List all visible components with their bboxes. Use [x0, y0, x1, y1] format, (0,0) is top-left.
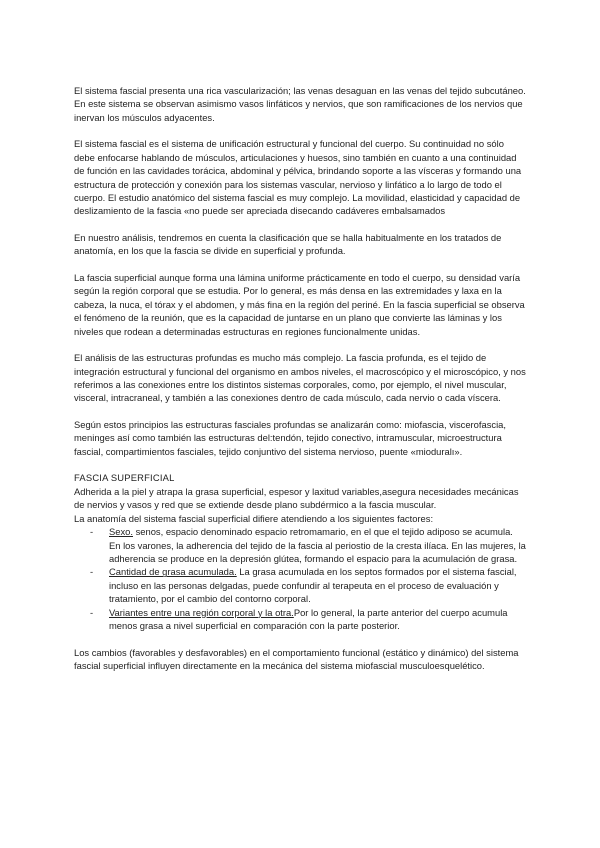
list-item: [74, 606, 526, 633]
list-dash: -: [90, 526, 94, 538]
factor-term: Sexo.: [109, 526, 133, 538]
list-item: [74, 565, 526, 605]
document-page: [74, 84, 526, 686]
list-dash: -: [90, 566, 94, 578]
section-heading: FASCIA SUPERFICIAL: [74, 472, 175, 484]
section-factors-intro: La anatomía del sistema fascial superficial difiere atendiendo a los siguientes factores:: [74, 512, 434, 524]
factor-text: Por lo general, la parte anterior del cuerpo acumula menos grasa a nivel superficial en comparación con la parte posterior.: [109, 606, 508, 631]
list-dash: -: [90, 606, 94, 618]
factor-text: senos, espacio denominado espacio retromamario, en el que el tejido adiposo se acumula. En los varones, la adherencia del tejido de la fascia al periostio de la cresta ilíaca. En las mujeres, la adherencia se produce en la depresión glútea, formando el espacio para la acumulación de grasa.: [109, 526, 526, 564]
paragraph-closing: Los cambios (favorables y desfavorables) en el comportamiento funcional (estático y dinámico) del sistema fascial superficial influyen directamente en la mecánica del sistema miofascial musculoesquelético.: [74, 646, 519, 671]
section-intro: Adherida a la piel y atrapa la grasa superficial, espesor y laxitud variables,asegura necesidades mecánicas de nervios y vasos y red que se extiende desde plano subdérmico a la fascia muscular.: [74, 485, 519, 511]
list-item: [74, 525, 526, 565]
factors-list: [74, 525, 526, 632]
factor-term: Variantes entre una región corporal y la otra.: [109, 606, 294, 618]
paragraph-classification: En nuestro análisis, tendremos en cuenta la clasificación que se halla habitualmente en los tratados de anatomía, en los que la fascia se divide en superficial y profunda.: [74, 232, 502, 257]
paragraph-superficial-fascia: La fascia superficial aunque forma una lámina uniforme prácticamente en todo el cuerpo, su densidad varía según la región corporal que se estudia. Por lo general, es más densa en las extremidades y laxa en la cabeza, la nuca, el tórax y el abdomen, y más fina en la región del periné. En la fascia superficial se observa el fenómeno de la reunión, que es la capacidad de juntarse en un plano que convierte las láminas y los niveles que rodean a determinadas estructuras en regiones funcionalmente unidas.: [74, 272, 525, 337]
paragraph-deep-structures: El análisis de las estructuras profundas es mucho más complejo. La fascia profunda, es el tejido de integración estructural y funcional del organismo en ambos niveles, el macroscópico y el microscópico, y nos referimos a las conexiones entre los distintos sistemas corporales, como, por ejemplo, el nivel muscular, visceral, intracraneal, y también a las conexiones dentro de cada músculo, cada nervio o cada víscera.: [74, 352, 526, 404]
paragraph-principles: Según estos principios las estructuras fasciales profundas se analizarán como: miofascia, viscerofascia, meninges así como también las estructuras del:tendón, tejido conectivo, intramuscular, microestructura fascial, compartimientos fasciales, tejido conjuntivo del sistema nervioso, puente «mioduralı».: [74, 419, 506, 457]
factor-text: La grasa acumulada en los septos formados por el sistema fascial, incluso en las personas delgadas, puede confundir al terapeuta en el proceso de evaluación y tratamiento, por el cambio del contorno corporal.: [109, 566, 517, 605]
paragraph-vascularization: El sistema fascial presenta una rica vascularización; las venas desaguan en las venas del tejido subcutáneo. En este sistema se observan asimismo vasos linfáticos y nervios, que son ramificaciones de los nervios que inervan los músculos adyacentes.: [74, 85, 526, 123]
factor-term: Cantidad de grasa acumulada.: [109, 566, 237, 578]
paragraph-unification: El sistema fascial es el sistema de unificación estructural y funcional del cuerpo. Su continuidad no sólo debe enfocarse hablando de músculos, articulaciones y huesos, sino también en cuanto a una continuidad de función en las cavidades torácica, abdominal y pélvica, brindando soporte a las vísceras y formando una estructura de protección y conexión para los sistemas vascular, nervioso y linfático a lo largo de todo el cuerpo. El estudio anatómico del sistema fascial es muy complejo. La movilidad, elasticidad y capacidad de deslizamiento de la fascia «no puede ser apreciada disecando cadáveres embalsamados: [74, 138, 522, 217]
